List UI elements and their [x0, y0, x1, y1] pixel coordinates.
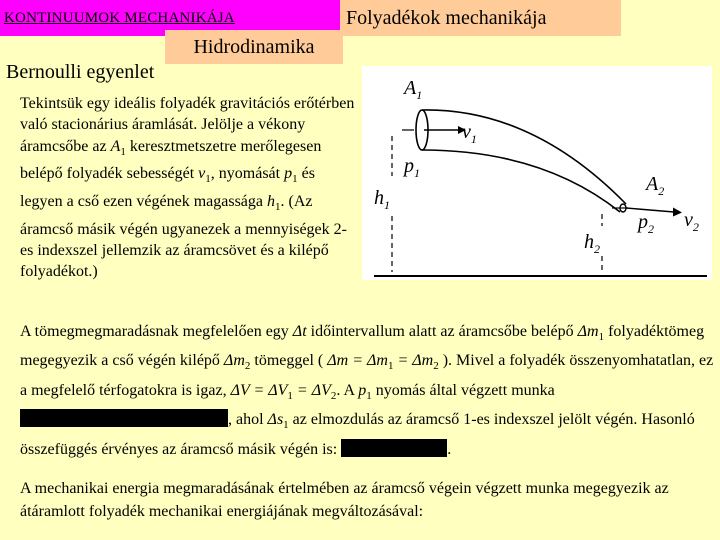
tube-top-edge [422, 110, 626, 204]
section-title: Bernoulli egyenlet [6, 61, 155, 83]
label-v1: $v_1$ [462, 121, 477, 146]
label-A2: $A_2$ [646, 173, 665, 198]
tube-bottom-edge [422, 150, 620, 212]
mass-conservation-paragraph: A tömegmegmaradásnak megfelelően egy Δt időintervallum alatt az áramcsőbe belépő $\Delta m_1$ folyadéktömeg megegyezik a cső végén kilépő $\Delta m_2$ tömeggel ( $\Delta m = \Delta m_1 = \Delta m_2$ ). Mivel a folyadék összenyomhatatlan, ez a megfelelő térfogatokra is igaz, $\Delta V = \Delta V_1 = \Delta V_2$. A $p_1$ nyomás által végzett munka , ahol $\Delta s_1$ az elmozdulás az áramcső 1-es indexszel jelölt végén. Hasonló összefüggés érvényes az áramcső másik végén is: . [20, 323, 714, 458]
v2-arrow [626, 208, 674, 212]
label-p1: $p_1$ [404, 155, 420, 180]
course-title: KONTINUUMOK MECHANIKÁJA [0, 0, 340, 36]
label-p2: $p_2$ [638, 211, 654, 236]
hidden-work-formula-1 [20, 409, 228, 427]
label-v2: $v_2$ [684, 209, 699, 234]
topic-title: Hidrodinamika [165, 30, 343, 64]
label-A1: $A_1$ [404, 77, 423, 102]
label-h1: $h_1$ [374, 187, 390, 212]
energy-conservation-paragraph: A mechanikai energia megmaradásának értelmében az áramcső végein végzett munka megegyezik az átáramlott folyadék mechanikai energiájának megváltozásával: [20, 480, 669, 520]
chapter-title: Folyadékok mechanikája [340, 0, 621, 36]
intro-text: Tekintsük egy ideális folyadék gravitációs erőtérben való stacionárius áramlását. Jelölje a vékony áramcsőbe az $A_1$ keresztmetszetre merőlegesen belépő folyadék sebességét $v_1$, nyomását $p_1$ és legyen a cső ezen végének magassága $h_1$. (Az áramcső másik végén ugyanezek a mennyiségek 2-es indexszel jellemzik az áramcsövet és a kilépő folyadékot.) [20, 95, 355, 281]
flow-tube-diagram [362, 66, 712, 280]
flow-tube-figure [362, 66, 712, 280]
label-h2: $h_2$ [584, 231, 600, 256]
hidden-work-formula-2 [341, 439, 447, 457]
